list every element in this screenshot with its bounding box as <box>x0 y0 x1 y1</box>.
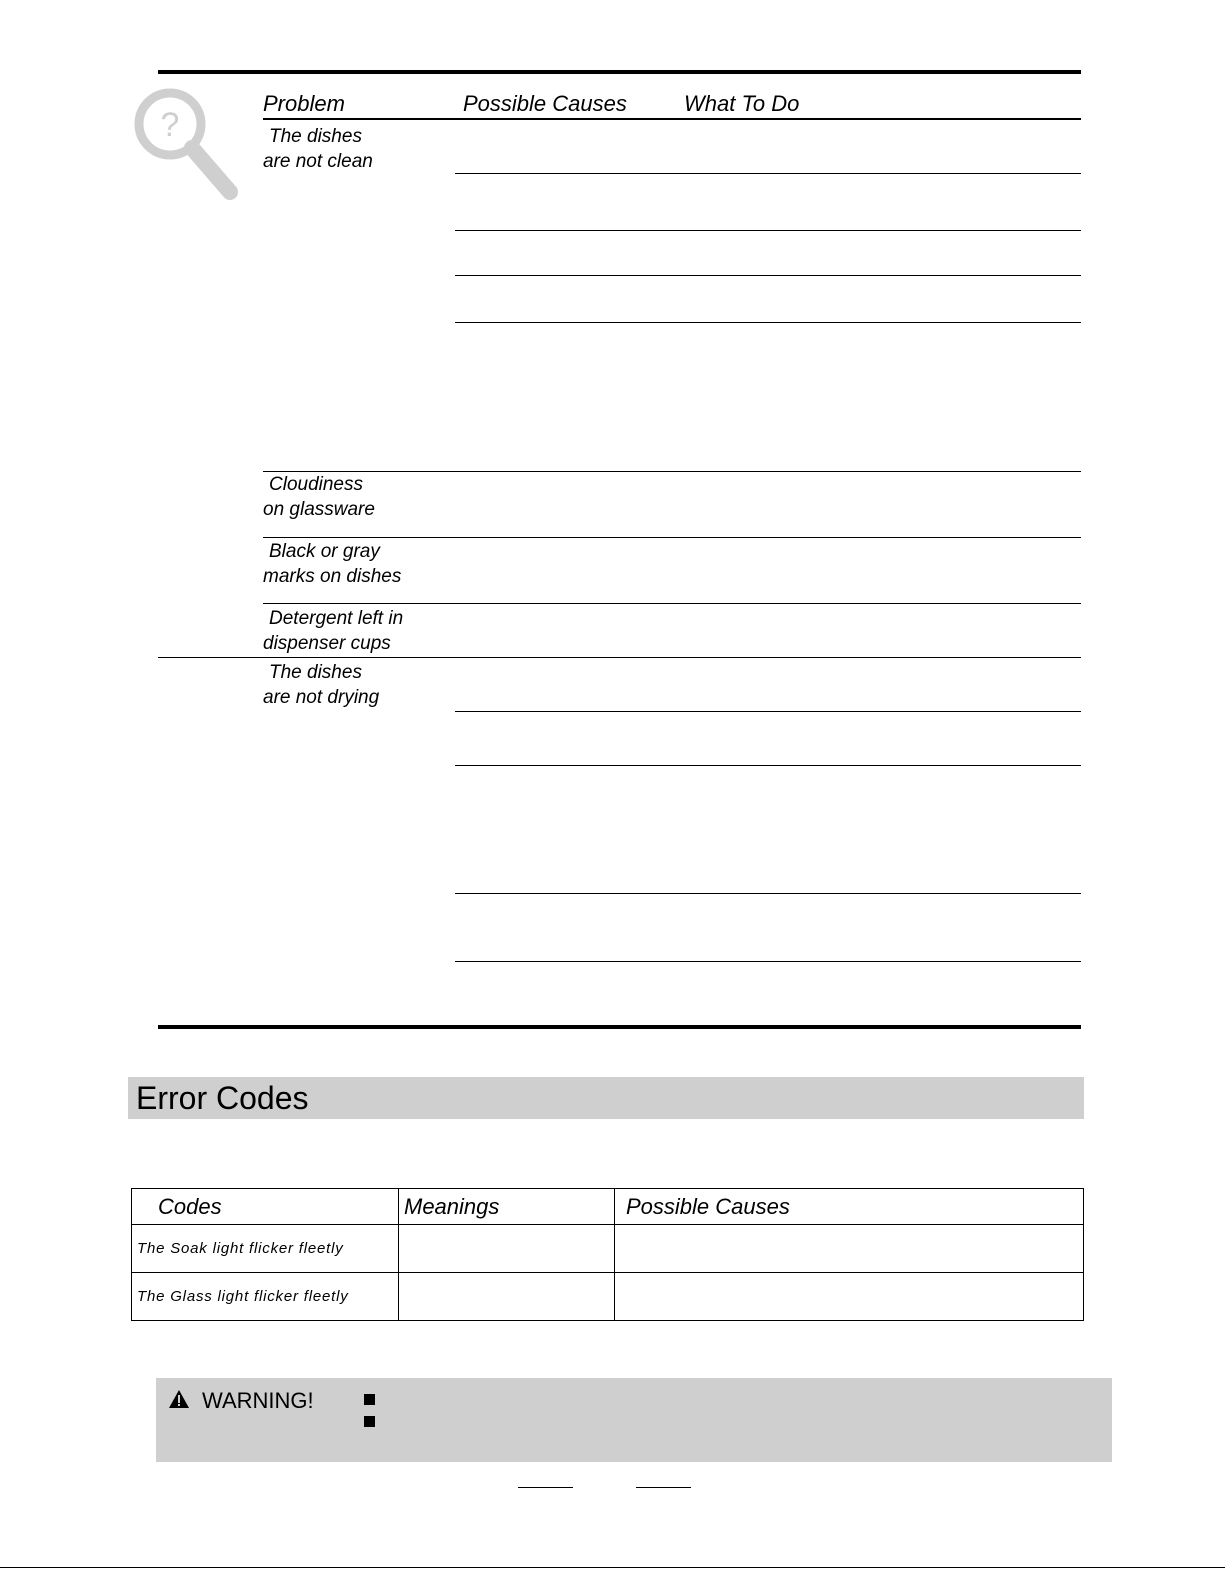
section-divider <box>158 657 1081 658</box>
problem-divider <box>263 471 1081 472</box>
problem-dishes-not-drying <box>263 660 379 710</box>
page-bottom-edge <box>0 1567 1225 1568</box>
problem-divider <box>263 537 1081 538</box>
error-codes-table <box>131 1188 1084 1321</box>
problem-line2: dispenser cups <box>263 633 391 654</box>
problem-line1: Detergent left in <box>269 608 404 629</box>
problem-black-gray-marks <box>263 539 401 589</box>
code-cell: The Glass light flicker fleetly <box>137 1287 349 1305</box>
header-what-to-do: What To Do <box>684 91 800 116</box>
warning-label: WARNING! <box>202 1388 314 1413</box>
magnifier-question-icon <box>132 86 244 204</box>
meaning-cell <box>399 1273 615 1321</box>
problem-line2: are not drying <box>263 687 380 708</box>
problem-line1: The dishes <box>269 126 362 147</box>
table-header-row <box>132 1189 1084 1225</box>
error-codes-title: Error Codes <box>136 1080 309 1116</box>
cause-cell <box>615 1273 1084 1321</box>
code-cell: The Soak light flicker fleetly <box>137 1239 344 1257</box>
row-divider <box>455 230 1081 231</box>
problem-divider <box>263 603 1081 604</box>
row-divider <box>455 275 1081 276</box>
svg-text:?: ? <box>160 106 180 144</box>
problem-line2: are not clean <box>263 151 373 172</box>
warning-triangle-icon <box>168 1389 190 1409</box>
bottom-rule <box>158 1025 1081 1029</box>
col-possible-causes: Possible Causes <box>626 1193 790 1219</box>
problem-detergent-left <box>263 606 403 656</box>
table-row <box>132 1273 1084 1321</box>
row-divider <box>455 322 1081 323</box>
table-row <box>132 1225 1084 1273</box>
header-problem: Problem <box>263 91 345 116</box>
warning-band <box>156 1378 1112 1462</box>
problem-line1: Cloudiness <box>269 474 363 495</box>
row-divider <box>455 173 1081 174</box>
problem-dishes-not-clean <box>263 124 373 174</box>
top-rule <box>158 70 1081 74</box>
cause-cell <box>615 1225 1084 1273</box>
problem-line1: The dishes <box>269 662 362 683</box>
col-codes: Codes <box>158 1193 222 1219</box>
problem-line1: Black or gray <box>269 541 380 562</box>
problem-line2: on glassware <box>263 499 375 520</box>
bullet-square-icon <box>364 1416 375 1427</box>
row-divider <box>455 961 1081 962</box>
header-possible-causes: Possible Causes <box>463 91 627 116</box>
problem-cloudiness <box>263 472 375 522</box>
row-divider <box>455 893 1081 894</box>
col-meanings: Meanings <box>404 1193 500 1219</box>
underline-mark <box>636 1487 691 1488</box>
meaning-cell <box>399 1225 615 1273</box>
problem-line2: marks on dishes <box>263 566 402 587</box>
bullet-square-icon <box>364 1394 375 1405</box>
header-underline <box>263 118 1081 120</box>
error-codes-band <box>128 1077 1084 1119</box>
row-divider <box>455 765 1081 766</box>
row-divider <box>455 711 1081 712</box>
underline-mark <box>518 1487 573 1488</box>
